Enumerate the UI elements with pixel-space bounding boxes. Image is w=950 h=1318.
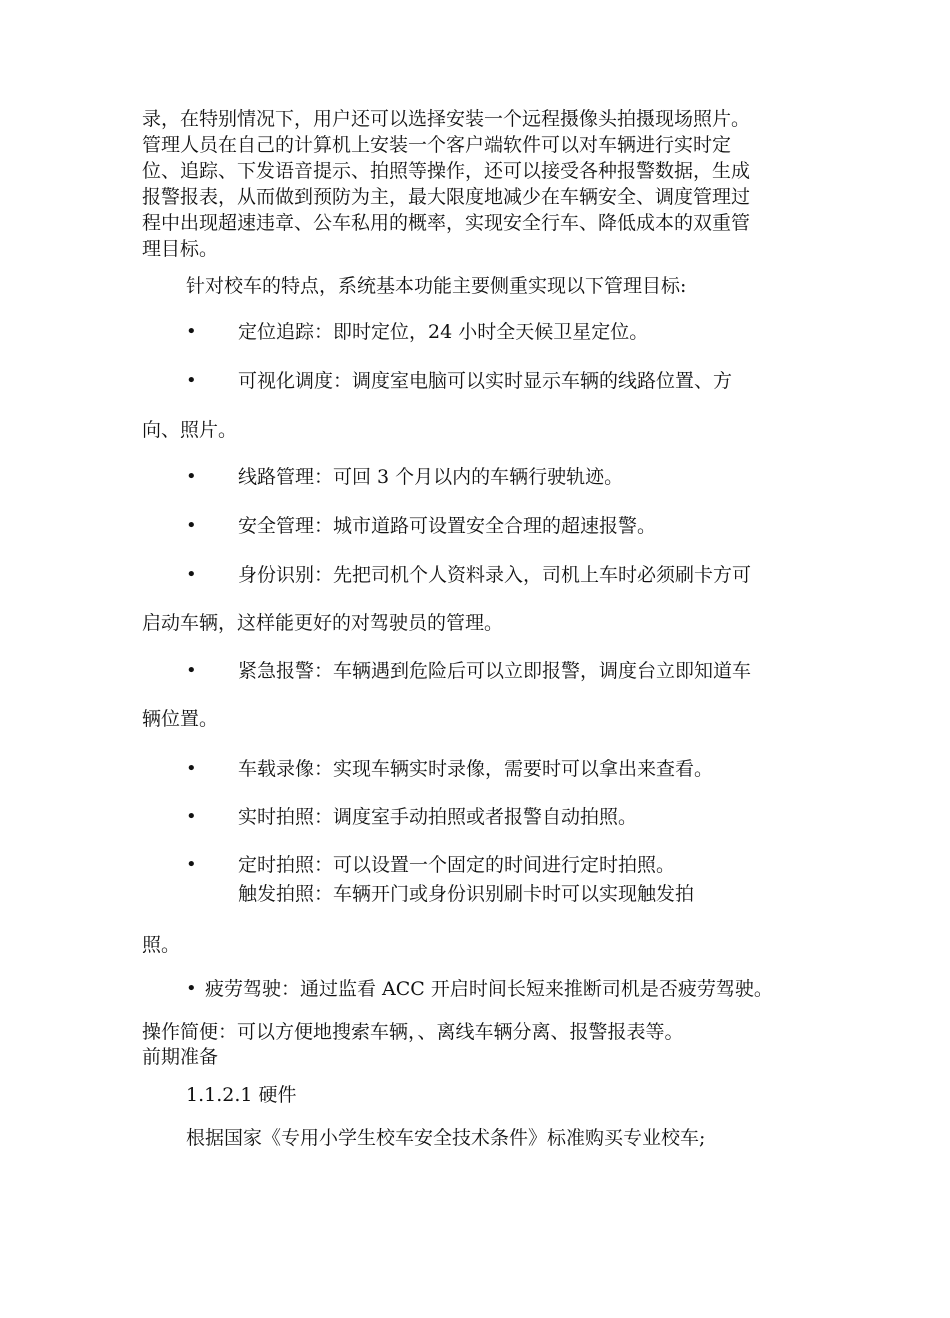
item-identity-cont: 启动车辆，这样能更好的对驾驶员的管理。 — [142, 612, 504, 634]
item-trigger-photo-cont: 照。 — [142, 934, 181, 956]
item-trigger-photo: 触发拍照：车辆开门或身份识别刷卡时可以实现触发拍 — [238, 883, 695, 905]
ops-sentence: 操作简便：可以方便地搜索车辆，、离线车辆分离、报警报表等。 — [142, 1021, 684, 1043]
item-safety-management: 安全管理：城市道路可设置安全合理的超速报警。 — [238, 515, 657, 537]
bullet-marker: • — [186, 660, 197, 681]
section-heading: 1.1.2.1 硬件 — [186, 1084, 297, 1106]
intro-line-4: 报警报表，从而做到预防为主，最大限度地减少在车辆安全、调度管理过 — [142, 186, 751, 208]
bullet-marker: • — [186, 806, 197, 827]
intro-line-5: 程中出现超速违章、公车私用的概率，实现安全行车、降低成本的双重管 — [142, 212, 751, 234]
bullet-marker: • — [186, 564, 197, 585]
bullet-marker: • — [186, 758, 197, 779]
item-positioning: 定位追踪：即时定位，24 小时全天候卫星定位。 — [238, 321, 649, 343]
bullet-marker: • — [186, 321, 197, 342]
item-identity: 身份识别：先把司机个人资料录入，司机上车时必须刷卡方可 — [238, 564, 752, 586]
bullet-marker: • — [186, 854, 197, 875]
intro-line-6: 理目标。 — [142, 238, 219, 260]
item-recording: 车载录像：实现车辆实时录像，需要时可以拿出来查看。 — [238, 758, 714, 780]
hardware-paragraph: 根据国家《专用小学生校车安全技术条件》标准购买专业校车; — [186, 1127, 706, 1149]
intro-line-1: 录，在特别情况下，用户还可以选择安装一个远程摄像头拍摄现场照片。 — [142, 108, 751, 130]
item-visual-dispatch: 可视化调度：调度室电脑可以实时显示车辆的线路位置、方 — [238, 370, 733, 392]
item-timed-photo: 定时拍照：可以设置一个固定的时间进行定时拍照。 — [238, 854, 676, 876]
bullet-marker: • — [186, 370, 197, 391]
item-route-management: 线路管理：可回 3 个月以内的车辆行驶轨迹。 — [238, 466, 624, 488]
bullet-marker: • — [186, 978, 197, 999]
item-visual-dispatch-cont: 向、照片。 — [142, 419, 238, 441]
bullet-marker: • — [186, 466, 197, 487]
item-emergency-cont: 辆位置。 — [142, 708, 219, 730]
item-emergency: 紧急报警：车辆遇到危险后可以立即报警，调度台立即知道车 — [238, 660, 752, 682]
intro-line-2: 管理人员在自己的计算机上安装一个客户端软件可以对车辆进行实时定 — [142, 134, 732, 156]
prep-heading: 前期准备 — [142, 1046, 219, 1068]
item-fatigue: 疲劳驾驶：通过监看 ACC 开启时间长短来推断司机是否疲劳驾驶。 — [205, 978, 773, 1000]
lead-sentence: 针对校车的特点，系统基本功能主要侧重实现以下管理目标: — [186, 275, 687, 297]
item-realtime-photo: 实时拍照：调度室手动拍照或者报警自动拍照。 — [238, 806, 638, 828]
bullet-marker: • — [186, 515, 197, 536]
intro-line-3: 位、追踪、下发语音提示、拍照等操作，还可以接受各种报警数据，生成 — [142, 160, 751, 182]
